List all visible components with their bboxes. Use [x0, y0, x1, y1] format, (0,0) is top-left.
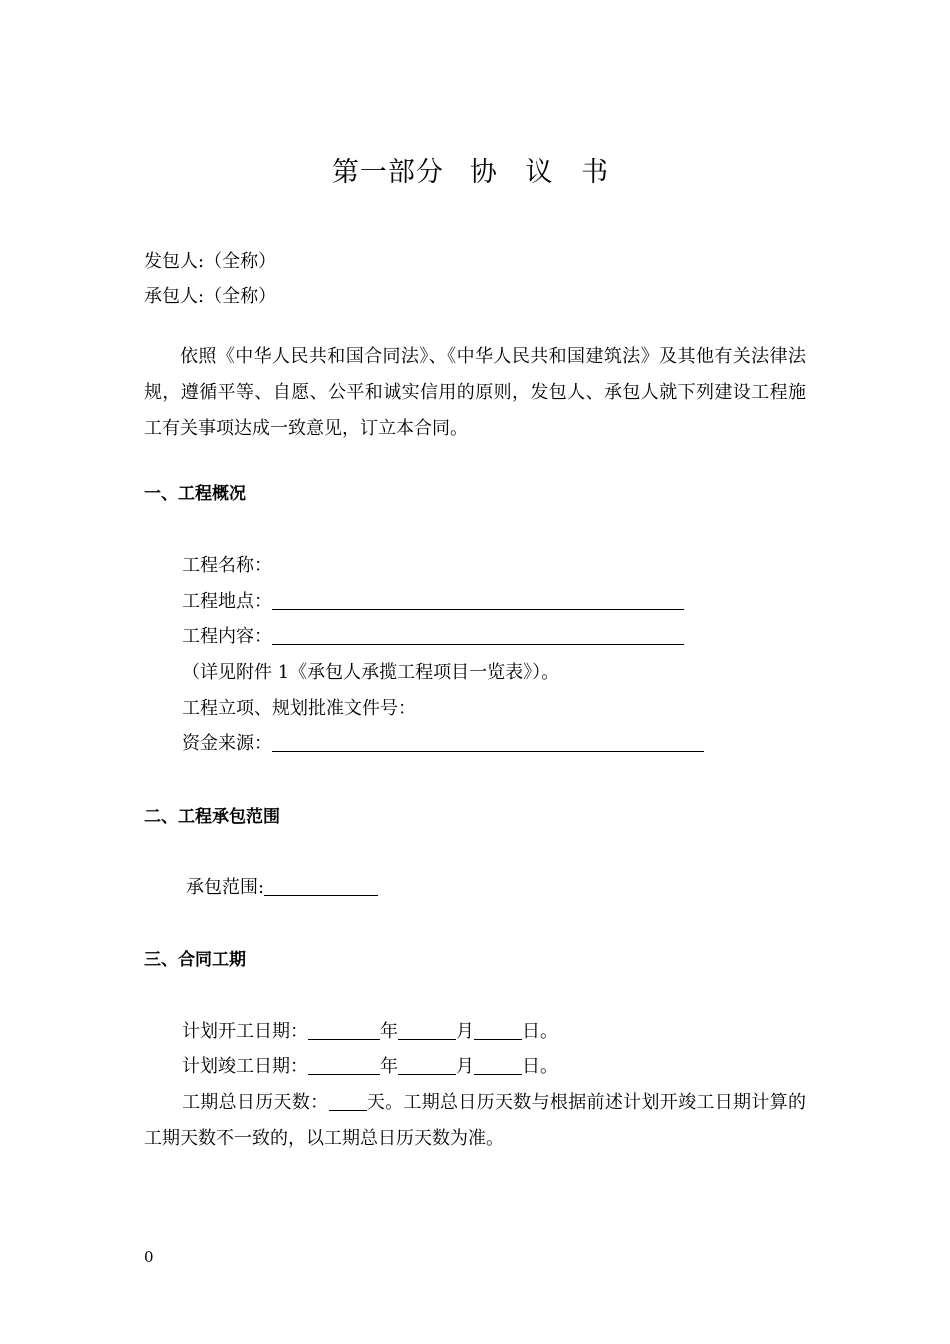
start-day-unit: 日。 [522, 1021, 558, 1042]
project-name-line: 工程名称： [182, 555, 272, 576]
intro-paragraph: 依照《中华人民共和国合同法》、《中华人民共和国建筑法》及其他有关法律法规，遵循平等、自愿、公平和诚实信用的原则，发包人、承包人就下列建设工程施工有关事项达成一致意见，订立本合同。 [144, 346, 806, 439]
duration-text: 天。工期总日历天数与根据前述计划开竣工日期计算的工期天数不一致的，以工期总日历天数为准。 [144, 1092, 806, 1149]
project-content-label: 工程内容： [182, 626, 272, 647]
start-label: 计划开工日期： [182, 1021, 308, 1042]
start-year-blank[interactable] [308, 1021, 380, 1040]
page-title [0, 150, 950, 189]
start-day-blank[interactable] [474, 1021, 522, 1040]
fund-source-label: 资金来源： [182, 733, 272, 754]
duration-paragraph [144, 1085, 806, 1157]
title-doc-name: 协 议 书 [469, 157, 619, 188]
finish-year-unit: 年 [380, 1056, 398, 1077]
finish-day-blank[interactable] [474, 1056, 522, 1075]
attachment-note: （详见附件 1《承包人承揽工程项目一览表》）。 [182, 662, 560, 683]
section1-heading: 一、工程概况 [144, 484, 246, 504]
finish-month-unit: 月 [456, 1056, 474, 1077]
project-location-row [182, 590, 684, 614]
scope-row [186, 876, 378, 900]
duration-label: 工期总日历天数： [182, 1092, 329, 1113]
finish-label: 计划竣工日期： [182, 1056, 308, 1077]
start-month-blank[interactable] [398, 1021, 456, 1040]
title-part-label: 第一部分 [331, 157, 444, 188]
scope-label: 承包范围: [186, 877, 265, 898]
section3-heading: 三、合同工期 [144, 950, 246, 970]
section2-heading: 二、工程承包范围 [144, 807, 280, 827]
project-location-blank[interactable] [272, 591, 684, 610]
planned-finish-row [182, 1055, 558, 1079]
project-content-row [182, 625, 684, 649]
approval-doc-line: 工程立项、规划批准文件号： [182, 698, 416, 719]
finish-day-unit: 日。 [522, 1056, 558, 1077]
fund-source-blank[interactable] [272, 733, 704, 752]
contractor-line: 承包人:（全称） [144, 286, 277, 307]
start-year-unit: 年 [380, 1021, 398, 1042]
scope-blank[interactable] [264, 877, 378, 896]
project-location-label: 工程地点： [182, 591, 272, 612]
duration-days-blank[interactable] [329, 1092, 367, 1111]
planned-start-row [182, 1020, 558, 1044]
start-month-unit: 月 [456, 1021, 474, 1042]
finish-month-blank[interactable] [398, 1056, 456, 1075]
fund-source-row [182, 732, 704, 756]
project-content-blank[interactable] [272, 626, 684, 645]
page-number: 0 [144, 1248, 154, 1266]
finish-year-blank[interactable] [308, 1056, 380, 1075]
employer-line: 发包人:（全称） [144, 251, 277, 272]
